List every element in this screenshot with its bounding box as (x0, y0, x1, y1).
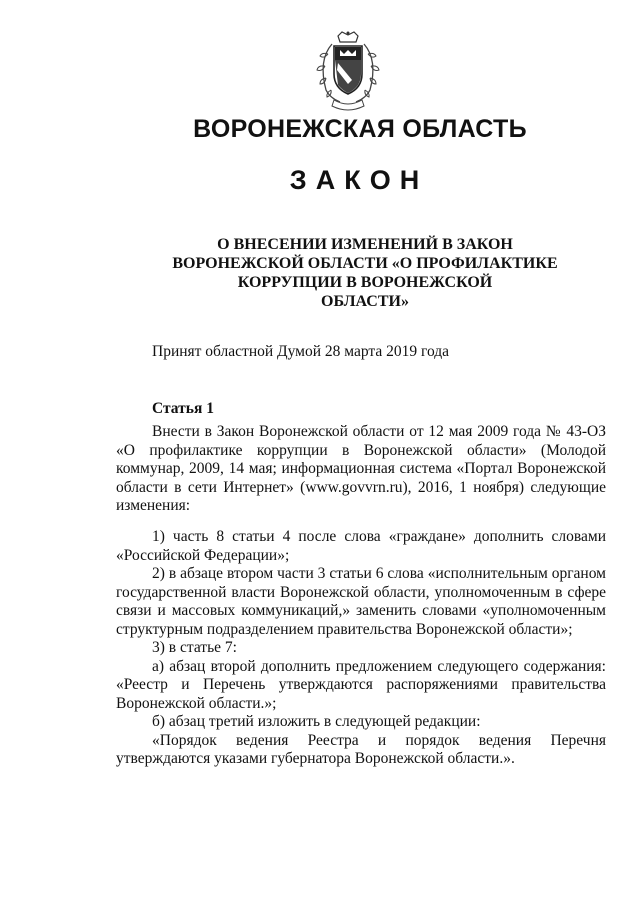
law-title-line: О ВНЕСЕНИИ ИЗМЕНЕНИЙ В ЗАКОН (217, 236, 513, 253)
document-type: ЗАКОН (289, 165, 429, 195)
law-title-line: ВОРОНЕЖСКОЙ ОБЛАСТИ «О ПРОФИЛАКТИКЕ (172, 255, 558, 272)
paragraph: Внести в Закон Воронежской области от 12 мая 2009 года № 43-ОЗ «О профилактике коррупции в Воронежской области» (Молодой коммунар, 2009, 14 мая; информационная система «Портал Воронежской области в сети Интернет» (www.govvrn.ru), 2016, 1 ноября) следующие изменения: (116, 423, 606, 514)
amendment-item: а) абзац второй дополнить предложением следующего содержания: «Реестр и Перечень утверждаются распоряжениями правительства Воронежской области.»; (116, 657, 606, 712)
amendment-item: 3) в статье 7: (152, 639, 237, 656)
region-title: ВОРОНЕЖСКАЯ ОБЛАСТЬ (193, 115, 527, 143)
amendment-item: 1) часть 8 статьи 4 после слова «граждане» дополнить словами «Российской Федерации»; (116, 528, 606, 564)
amendment-item: б) абзац третий изложить в следующей редакции: (152, 713, 481, 730)
law-title-line: ОБЛАСТИ» (321, 293, 409, 310)
article-heading: Статья 1 (152, 400, 214, 417)
amendment-list (116, 528, 606, 769)
coat-of-arms-icon (304, 30, 392, 112)
law-title (160, 235, 570, 311)
article-intro (116, 423, 606, 516)
adoption-note: Принят областной Думой 28 марта 2019 года (152, 343, 450, 360)
law-title-line: КОРРУПЦИИ В ВОРОНЕЖСКОЙ (237, 274, 493, 291)
amendment-item: «Порядок ведения Реестра и порядок ведения Перечня утверждаются указами губернатора Воронежской области.». (116, 731, 606, 767)
amendment-item: 2) в абзаце втором части 3 статьи 6 слова «исполнительным органом государственной власти Воронежской области, уполномоченным в сфере связи и массовых коммуникаций,» заменить словами «уполномоченным структурным подразделением правительства Воронежской области»; (116, 565, 606, 638)
